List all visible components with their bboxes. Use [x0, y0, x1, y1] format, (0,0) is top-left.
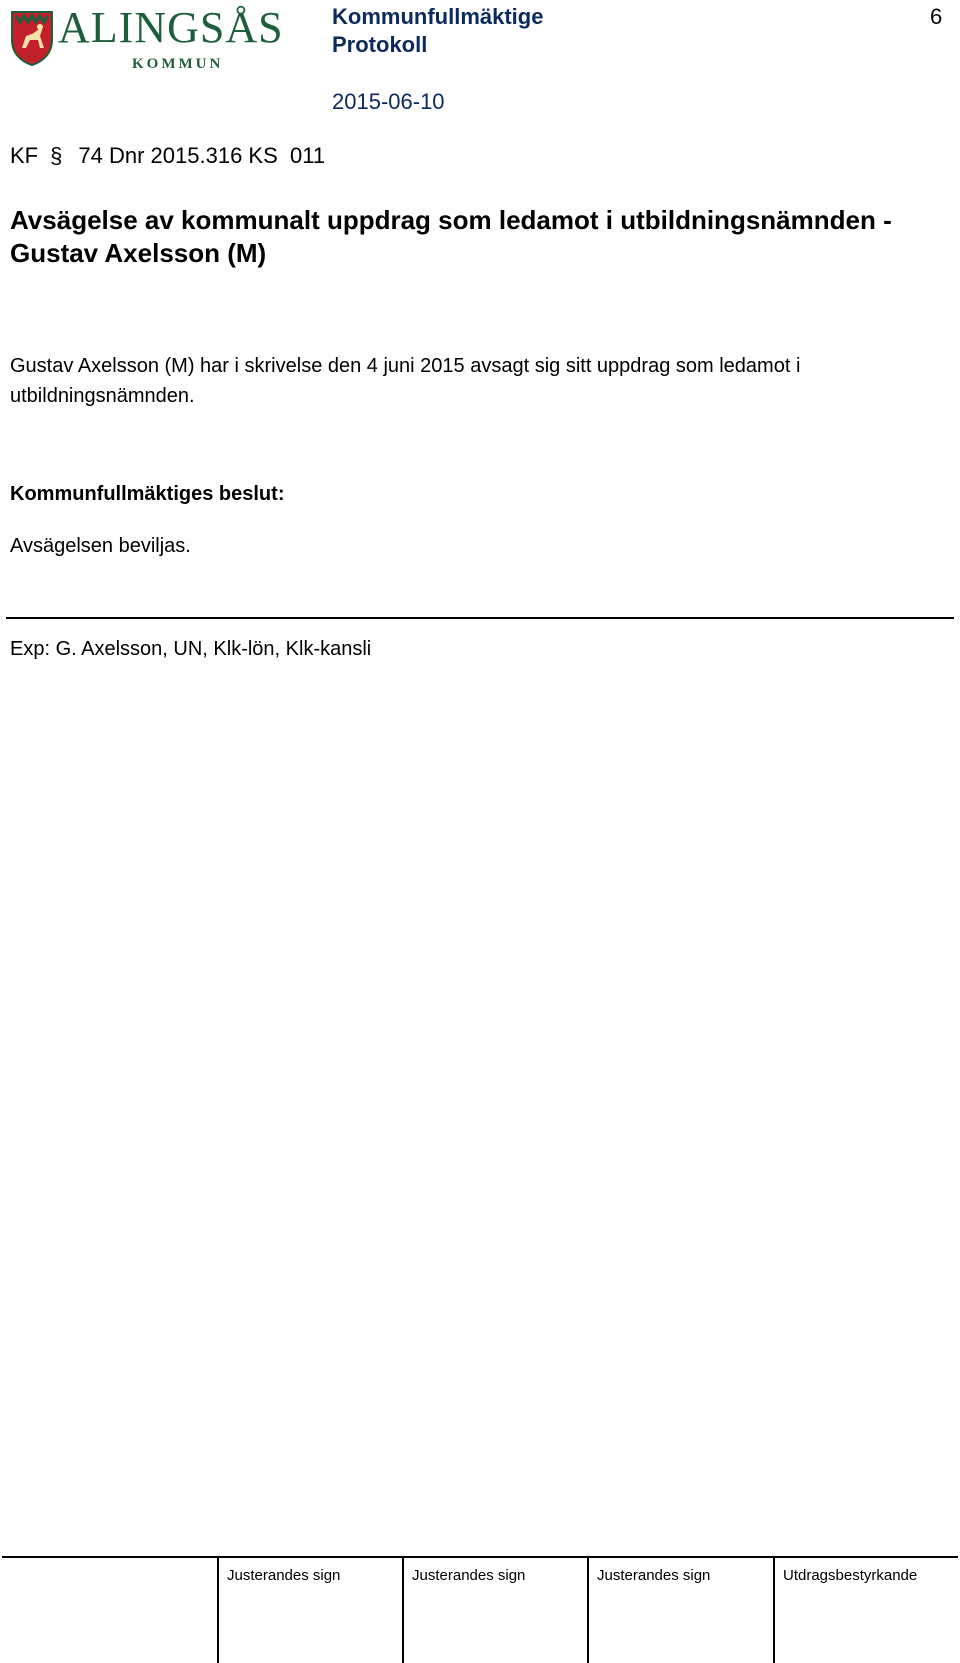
paragraph-number: 74 [78, 143, 103, 168]
decision-heading: Kommunfullmäktiges beslut: [10, 483, 285, 505]
decision-text: Avsägelsen beviljas. [10, 535, 191, 557]
coat-of-arms-icon [10, 10, 54, 66]
section-symbol: § [50, 143, 63, 168]
expedition-list: Exp: G. Axelsson, UN, Klk-lön, Klk-kansli [10, 638, 372, 660]
divider [6, 617, 954, 619]
page-number: 6 [930, 4, 943, 29]
signature-label-3: Justerandes sign [597, 1567, 711, 1584]
signature-box-divider [217, 1557, 219, 1663]
document-organ: Kommunfullmäktige [332, 4, 544, 29]
signature-box-divider [402, 1557, 404, 1663]
item-title: Avsägelse av kommunalt uppdrag som ledamot i utbildningsnämnden - Gustav Axelsson (M) [10, 205, 892, 268]
paragraph-reference [10, 143, 325, 169]
logo-wordmark: ALINGSÅS [58, 3, 284, 52]
diary-number: Dnr 2015.316 KS 011 [108, 143, 326, 168]
footer-divider [2, 1556, 958, 1558]
municipality-logo [10, 3, 284, 72]
signature-box-divider [773, 1557, 775, 1663]
certification-label: Utdragsbestyrkande [783, 1567, 918, 1584]
signature-label-1: Justerandes sign [227, 1567, 341, 1584]
item-body: Gustav Axelsson (M) har i skrivelse den 4 juni 2015 avsagt sig sitt uppdrag som ledamot i utbildningsnämnden. [10, 355, 801, 407]
document-type: Protokoll [332, 32, 428, 57]
reference-prefix: KF [10, 143, 39, 168]
meeting-date: 2015-06-10 [332, 89, 445, 114]
signature-box-divider [587, 1557, 589, 1663]
signature-label-2: Justerandes sign [412, 1567, 526, 1584]
logo-subtitle: KOMMUN [132, 56, 224, 72]
